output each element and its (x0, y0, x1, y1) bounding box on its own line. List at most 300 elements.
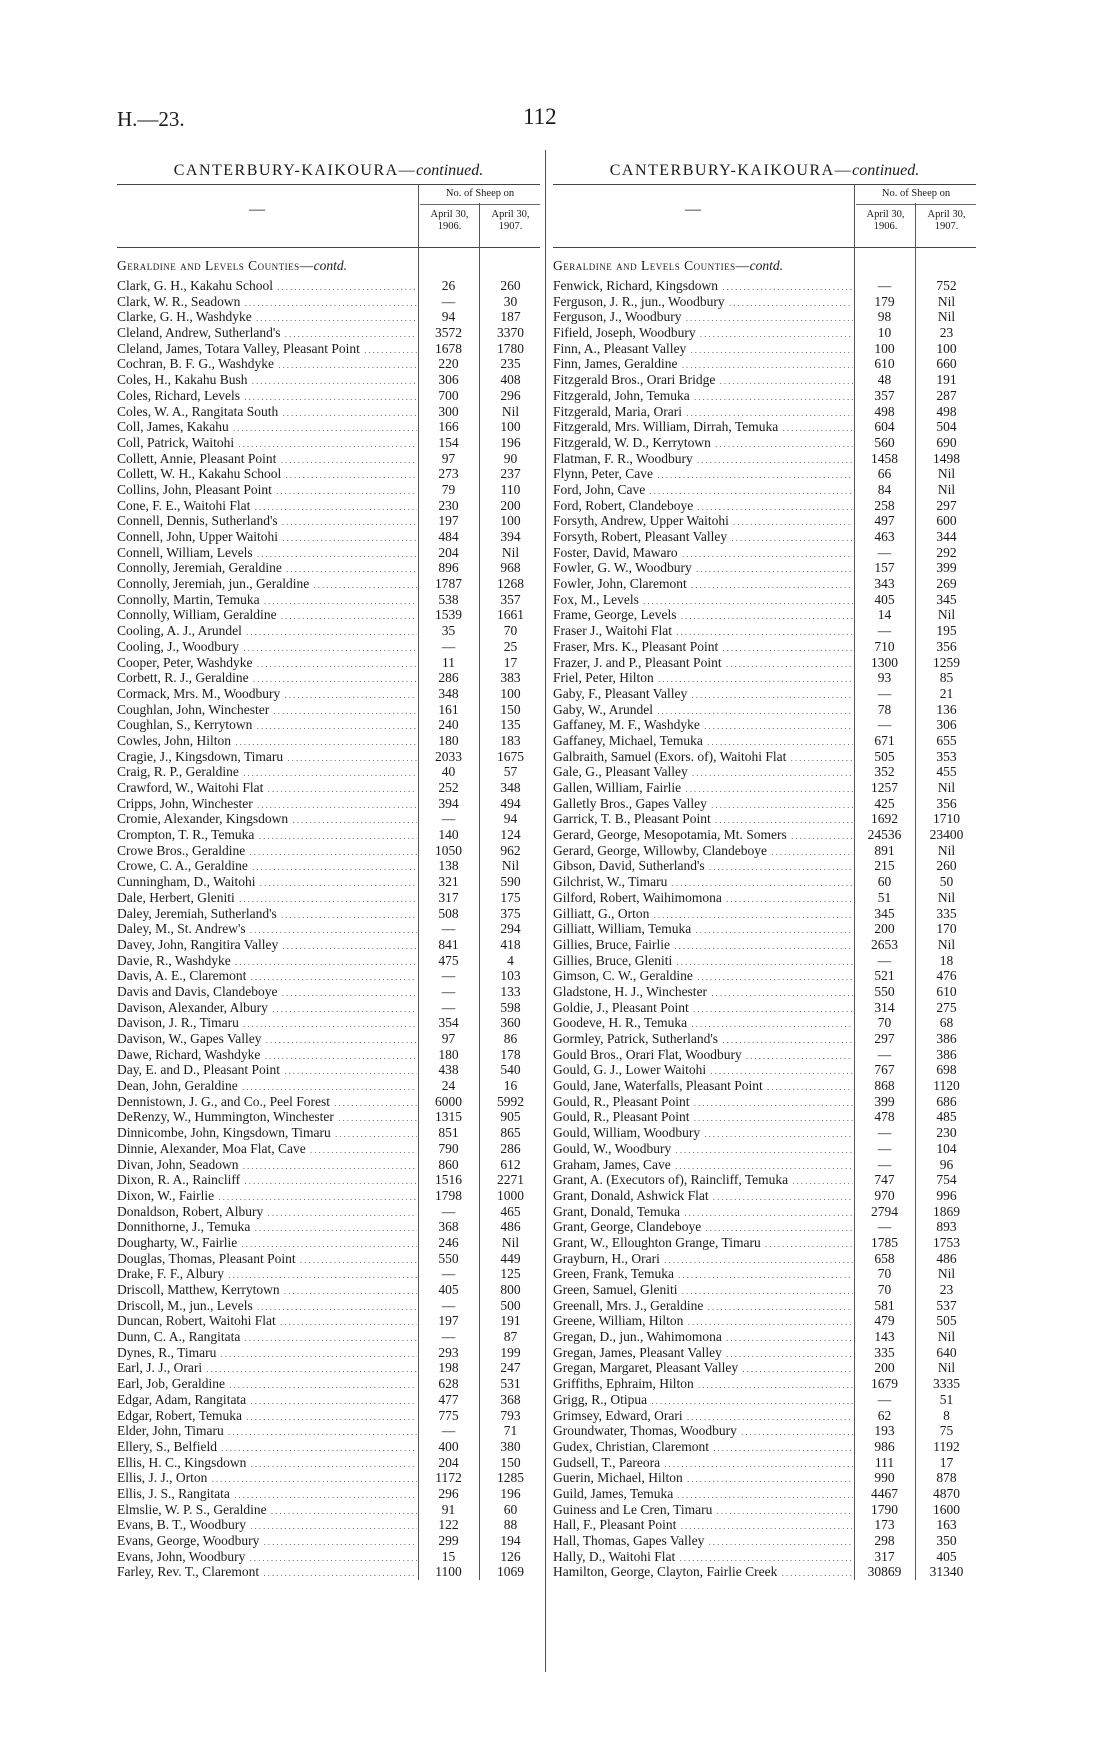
sheep-1906: 475 (420, 953, 477, 969)
table-row (553, 953, 976, 969)
table-row (117, 592, 540, 608)
table-row (117, 858, 540, 874)
sheep-1906: 11 (420, 655, 477, 671)
table-row (117, 639, 540, 655)
table-row (117, 325, 540, 341)
table-header (117, 184, 540, 248)
sheep-1907: Nil (917, 482, 976, 498)
table-row (117, 1125, 540, 1141)
table-row (117, 874, 540, 890)
sheep-1907: Nil (917, 1360, 976, 1376)
table-row (117, 498, 540, 514)
table-row (117, 466, 540, 482)
table-row (553, 1517, 976, 1533)
sheep-1907: 237 (481, 466, 540, 482)
sheep-1907: 640 (917, 1345, 976, 1361)
sheep-1907: 375 (481, 906, 540, 922)
sheep-1907: 1120 (917, 1078, 976, 1094)
sheep-1906: 990 (856, 1470, 913, 1486)
sheep-1906: 240 (420, 717, 477, 733)
sheep-1907: 752 (917, 278, 976, 294)
table-row (553, 1360, 976, 1376)
table-row (553, 968, 976, 984)
sheep-1907: 292 (917, 545, 976, 561)
sheep-1907: 85 (917, 670, 976, 686)
sheep-1907: Nil (917, 294, 976, 310)
holder-name: Greenall, Mrs. J., Geraldine ..... (553, 1298, 853, 1316)
sheep-1907: 191 (481, 1313, 540, 1329)
sheep-1907: 94 (481, 811, 540, 827)
holder-name: Coughlan, John, Winchester ..... (117, 702, 417, 720)
sheep-1907: 893 (917, 1219, 976, 1235)
sheep-1906: 352 (856, 764, 913, 780)
table-row (553, 780, 976, 796)
sheep-1907: Nil (481, 858, 540, 874)
sheep-1907: 865 (481, 1125, 540, 1141)
holder-name: Grant, Donald, Temuka ..... (553, 1204, 853, 1222)
sheep-1906: 48 (856, 372, 913, 388)
holder-name: Dougharty, W., Fairlie ..... (117, 1235, 417, 1253)
holder-name: Ellis, J. S., Rangitata ..... (117, 1486, 417, 1504)
holder-name: Fox, M., Levels ..... (553, 592, 853, 610)
sheep-1907: 104 (917, 1141, 976, 1157)
table-row (117, 1188, 540, 1204)
sheep-1906: — (420, 811, 477, 827)
sheep-1907: 297 (917, 498, 976, 514)
table-row (117, 811, 540, 827)
sheep-1907: 754 (917, 1172, 976, 1188)
holder-name: Hall, Thomas, Gapes Valley ..... (553, 1533, 853, 1551)
holder-name: Crowe, C. A., Geraldine ..... (117, 858, 417, 876)
sheep-1906: 1787 (420, 576, 477, 592)
holder-name: Guild, James, Temuka ..... (553, 1486, 853, 1504)
table-row (553, 1251, 976, 1267)
table-row (553, 513, 976, 529)
sheep-1906: 405 (420, 1282, 477, 1298)
holder-name: Gregan, Margaret, Pleasant Valley ..... (553, 1360, 853, 1378)
holder-name: Gilchrist, W., Timaru ..... (553, 874, 853, 892)
sheep-1906: 299 (420, 1533, 477, 1549)
table-row (117, 560, 540, 576)
table-row (117, 655, 540, 671)
sheep-1907: 90 (481, 451, 540, 467)
sheep-1907: 686 (917, 1094, 976, 1110)
table-row (117, 435, 540, 451)
sheep-1907: Nil (917, 466, 976, 482)
table-row (553, 1282, 976, 1298)
sheep-1907: 368 (481, 1392, 540, 1408)
sheep-1907: 133 (481, 984, 540, 1000)
sheep-1907: 17 (481, 655, 540, 671)
holder-name: Friel, Peter, Hilton ..... (553, 670, 853, 688)
table-row (117, 702, 540, 718)
holder-name: Gaby, W., Arundel ..... (553, 702, 853, 720)
holder-name: Douglas, Thomas, Pleasant Point ..... (117, 1251, 417, 1269)
table-row (117, 843, 540, 859)
table-row (553, 686, 976, 702)
table-row (117, 749, 540, 765)
sheep-1906: 100 (856, 341, 913, 357)
holder-name: Gudex, Christian, Claremont ..... (553, 1439, 853, 1457)
holder-name: Elmslie, W. P. S., Geraldine ..... (117, 1502, 417, 1520)
holder-name: Craig, R. P., Geraldine ..... (117, 764, 417, 782)
sheep-1906: 138 (420, 858, 477, 874)
sheep-1907: 537 (917, 1298, 976, 1314)
holder-name: Cromie, Alexander, Kingsdown ..... (117, 811, 417, 829)
table-row (117, 482, 540, 498)
table-row (117, 1360, 540, 1376)
holder-name: Crompton, T. R., Temuka ..... (117, 827, 417, 845)
sheep-1907: 590 (481, 874, 540, 890)
holder-name: Gillies, Bruce, Gleniti ..... (553, 953, 853, 971)
table-row (117, 984, 540, 1000)
holder-name: Ellery, S., Belfield ..... (117, 1439, 417, 1457)
sheep-1906: 293 (420, 1345, 477, 1361)
table-row (117, 717, 540, 733)
sheep-1907: 17 (917, 1455, 976, 1471)
table-row (117, 1235, 540, 1251)
table-row (117, 1031, 540, 1047)
holder-name: Dawe, Richard, Washdyke ..... (117, 1047, 417, 1065)
holder-name: Fitzgerald, W. D., Kerrytown ..... (553, 435, 853, 453)
sheep-1906: 348 (420, 686, 477, 702)
sheep-1907: 1780 (481, 341, 540, 357)
table-row (553, 717, 976, 733)
sheep-1907: 4 (481, 953, 540, 969)
sheep-1906: — (856, 717, 913, 733)
holder-name: Dynes, R., Timaru ..... (117, 1345, 417, 1363)
table-row (553, 278, 976, 294)
holder-name: Dixon, R. A., Raincliff ..... (117, 1172, 417, 1190)
holder-name: Gerard, George, Willowby, Clandeboye ..... (553, 843, 853, 861)
sheep-1906: 497 (856, 513, 913, 529)
table-row (117, 1157, 540, 1173)
sheep-1907: 360 (481, 1015, 540, 1031)
sheep-1906: 394 (420, 796, 477, 812)
holder-name: Forsyth, Andrew, Upper Waitohi ..... (553, 513, 853, 531)
sheep-1906: 1539 (420, 607, 477, 623)
holder-name: Goldie, J., Pleasant Point ..... (553, 1000, 853, 1018)
holder-name: Dinnicombe, John, Kingsdown, Timaru ..... (117, 1125, 417, 1143)
sheep-1906: 297 (856, 1031, 913, 1047)
holder-name: Gerard, George, Mesopotamia, Mt. Somers ..... (553, 827, 853, 845)
table-row (553, 1031, 976, 1047)
sheep-1907: 1600 (917, 1502, 976, 1518)
holder-name: Daley, Jeremiah, Sutherland's ..... (117, 906, 417, 924)
sheep-1906: 321 (420, 874, 477, 890)
sheep-1907: 136 (917, 702, 976, 718)
sheep-1906: — (856, 1125, 913, 1141)
sheep-1907: 1069 (481, 1564, 540, 1580)
table-row (117, 1219, 540, 1235)
sheep-1906: — (856, 545, 913, 561)
holder-name: Collett, W. H., Kakahu School ..... (117, 466, 417, 484)
holder-name: Flatman, F. R., Woodbury ..... (553, 451, 853, 469)
table-row (117, 1078, 540, 1094)
sheep-1906: 30869 (856, 1564, 913, 1580)
sheep-1906: 220 (420, 356, 477, 372)
sheep-1907: 194 (481, 1533, 540, 1549)
table-row (117, 1298, 540, 1314)
table-row (117, 733, 540, 749)
holder-name: Cooper, Peter, Washdyke ..... (117, 655, 417, 673)
sheep-1907: Nil (917, 937, 976, 953)
sheep-1906: 477 (420, 1392, 477, 1408)
sheep-1907: 100 (481, 419, 540, 435)
sheep-1907: Nil (917, 780, 976, 796)
table-row (553, 576, 976, 592)
table-row (117, 356, 540, 372)
table-row (117, 623, 540, 639)
table-row (117, 1251, 540, 1267)
holder-name: Davis and Davis, Clandeboye ..... (117, 984, 417, 1002)
table-row (117, 1094, 540, 1110)
sheep-1907: 408 (481, 372, 540, 388)
table-body (553, 278, 976, 1580)
sheep-1906: 252 (420, 780, 477, 796)
sheep-1907: 405 (917, 1549, 976, 1565)
holder-name: Ford, Robert, Clandeboye ..... (553, 498, 853, 516)
table-row (553, 1204, 976, 1220)
table-header (553, 184, 976, 248)
holder-name: Gladstone, H. J., Winchester ..... (553, 984, 853, 1002)
table-row (553, 843, 976, 859)
sheep-1906: 66 (856, 466, 913, 482)
holder-name: Cleland, James, Totara Valley, Pleasant Point ..... (117, 341, 417, 359)
holder-name: Gimson, C. W., Geraldine ..... (553, 968, 853, 986)
table-row (117, 1015, 540, 1031)
holder-name: Driscoll, Matthew, Kerrytown ..... (117, 1282, 417, 1300)
sheep-1906: 354 (420, 1015, 477, 1031)
sheep-1906: 97 (420, 1031, 477, 1047)
holder-name: Grimsey, Edward, Orari ..... (553, 1408, 853, 1426)
column-header-1907: April 30, 1907. (491, 209, 530, 232)
sheep-1907: 100 (481, 513, 540, 529)
table-row (117, 1533, 540, 1549)
sheep-1906: 1257 (856, 780, 913, 796)
sheep-1906: 550 (420, 1251, 477, 1267)
sheep-1906: 343 (856, 576, 913, 592)
sheep-1906: 505 (856, 749, 913, 765)
sheep-1906: 197 (420, 513, 477, 529)
sheep-1906: 1100 (420, 1564, 477, 1580)
sheep-1906: 200 (856, 1360, 913, 1376)
sheep-1907: 50 (917, 874, 976, 890)
sheep-1907: 1000 (481, 1188, 540, 1204)
sheep-1907: 386 (917, 1047, 976, 1063)
sheep-1906: — (420, 1329, 477, 1345)
table-row (553, 294, 976, 310)
sheep-1907: 660 (917, 356, 976, 372)
holder-name: Finn, James, Geraldine ..... (553, 356, 853, 374)
sheep-1906: 610 (856, 356, 913, 372)
table-row (117, 968, 540, 984)
holder-name: Davison, Alexander, Albury ..... (117, 1000, 417, 1018)
sheep-1907: 1661 (481, 607, 540, 623)
sheep-1907: 356 (917, 796, 976, 812)
sheep-1906: — (420, 639, 477, 655)
holder-name: Cripps, John, Winchester ..... (117, 796, 417, 814)
sheep-1907: 3335 (917, 1376, 976, 1392)
holder-name: Evans, B. T., Woodbury ..... (117, 1517, 417, 1535)
sheep-1906: 860 (420, 1157, 477, 1173)
table-row (117, 1109, 540, 1125)
holder-name: Guerin, Michael, Hilton ..... (553, 1470, 853, 1488)
sheep-1906: — (420, 1423, 477, 1439)
sheep-1906: 24 (420, 1078, 477, 1094)
holder-name: Garrick, T. B., Pleasant Point ..... (553, 811, 853, 829)
table-row (553, 529, 976, 545)
sheep-1907: 196 (481, 1486, 540, 1502)
table-row (117, 576, 540, 592)
holder-name: Cooling, A. J., Arundel ..... (117, 623, 417, 641)
sheep-1907: 23400 (917, 827, 976, 843)
holder-name: Elder, John, Timaru ..... (117, 1423, 417, 1441)
holder-name: Cochran, B. F. G., Washdyke ..... (117, 356, 417, 374)
table-row (117, 906, 540, 922)
sheep-1907: 505 (917, 1313, 976, 1329)
holder-name: Gould, G. J., Lower Waitohi ..... (553, 1062, 853, 1080)
holder-name: Connolly, Jeremiah, jun., Geraldine ..... (117, 576, 417, 594)
holder-name: Galletly Bros., Gapes Valley ..... (553, 796, 853, 814)
sheep-1907: 86 (481, 1031, 540, 1047)
sheep-1906: 314 (856, 1000, 913, 1016)
sheep-1907: 690 (917, 435, 976, 451)
sheep-1907: 23 (917, 1282, 976, 1298)
table-row (117, 890, 540, 906)
holder-name: Edgar, Adam, Rangitata ..... (117, 1392, 417, 1410)
holder-name: Greene, William, Hilton ..... (553, 1313, 853, 1331)
table-row (553, 921, 976, 937)
table-body (117, 278, 540, 1580)
table-row (117, 309, 540, 325)
holder-name: Gregan, D., jun., Wahimomona ..... (553, 1329, 853, 1347)
sheep-1906: 2653 (856, 937, 913, 953)
column-header-1906: April 30, 1906. (430, 209, 469, 232)
table-row (553, 874, 976, 890)
sheep-1906: 1050 (420, 843, 477, 859)
table-row (553, 1141, 976, 1157)
table-row (117, 1141, 540, 1157)
holder-name: Dixon, W., Fairlie ..... (117, 1188, 417, 1206)
sheep-1907: 1268 (481, 576, 540, 592)
sheep-1906: 200 (856, 921, 913, 937)
table-row (117, 953, 540, 969)
section-heading: Geraldine and Levels Counties—contd. (117, 258, 347, 273)
sheep-1907: 25 (481, 639, 540, 655)
column-divider (479, 203, 480, 1580)
sheep-1906: 143 (856, 1329, 913, 1345)
holder-name: Connolly, Martin, Temuka ..... (117, 592, 417, 610)
table-row (117, 529, 540, 545)
sheep-1907: 70 (481, 623, 540, 639)
sheep-1907: 124 (481, 827, 540, 843)
holder-name: Earl, Job, Geraldine ..... (117, 1376, 417, 1394)
name-column-header: — (685, 201, 701, 218)
table-row (553, 937, 976, 953)
sheep-1907: 110 (481, 482, 540, 498)
sheep-1907: 600 (917, 513, 976, 529)
sheep-1906: 161 (420, 702, 477, 718)
sheep-1907: 195 (917, 623, 976, 639)
sheep-1906: 868 (856, 1078, 913, 1094)
sheep-1906: 317 (856, 1549, 913, 1565)
table-row (117, 607, 540, 623)
table-row (117, 780, 540, 796)
sheep-1907: 962 (481, 843, 540, 859)
sheep-1907: 504 (917, 419, 976, 435)
sheep-1906: 60 (856, 874, 913, 890)
table-row (117, 1564, 540, 1580)
holder-name: Gaby, F., Pleasant Valley ..... (553, 686, 853, 704)
holder-name: Fitzgerald, Mrs. William, Dirrah, Temuka ..... (553, 419, 853, 437)
sheep-1906: 173 (856, 1517, 913, 1533)
table-row (117, 827, 540, 843)
sheep-1906: 400 (420, 1439, 477, 1455)
sheep-1907: 287 (917, 388, 976, 404)
sheep-1907: 135 (481, 717, 540, 733)
holder-name: Cormack, Mrs. M., Woodbury ..... (117, 686, 417, 704)
document-reference: H.—23. (117, 107, 185, 131)
holder-name: Drake, F. F., Albury ..... (117, 1266, 417, 1284)
sheep-1907: 612 (481, 1157, 540, 1173)
sheep-1906: 79 (420, 482, 477, 498)
holder-name: Frame, George, Levels ..... (553, 607, 853, 625)
sheep-1907: 88 (481, 1517, 540, 1533)
holder-name: Coles, H., Kakahu Bush ..... (117, 372, 417, 390)
table-row (553, 592, 976, 608)
table-row (117, 1204, 540, 1220)
table-row (553, 827, 976, 843)
sheep-1906: 40 (420, 764, 477, 780)
sheep-1907: 170 (917, 921, 976, 937)
table-row (553, 623, 976, 639)
table-row (117, 1486, 540, 1502)
column-title: CANTERBURY-KAIKOURA—continued. (609, 162, 920, 179)
holder-name: Evans, John, Woodbury ..... (117, 1549, 417, 1567)
sheep-1907: Nil (917, 890, 976, 906)
table-row (553, 404, 976, 420)
table-row (117, 1502, 540, 1518)
holder-name: Foster, David, Mawaro ..... (553, 545, 853, 563)
table-row (553, 466, 976, 482)
sheep-1907: 230 (917, 1125, 976, 1141)
holder-name: Divan, John, Seadown ..... (117, 1157, 417, 1175)
sheep-1907: 71 (481, 1423, 540, 1439)
holder-name: Donnithorne, J., Temuka ..... (117, 1219, 417, 1237)
table-row (553, 1172, 976, 1188)
sheep-1907: 905 (481, 1109, 540, 1125)
sheep-1907: 494 (481, 796, 540, 812)
left-column (117, 158, 540, 1580)
sheep-1906: — (420, 1000, 477, 1016)
sheep-1907: 126 (481, 1549, 540, 1565)
sheep-1907: 296 (481, 388, 540, 404)
sheep-1906: 425 (856, 796, 913, 812)
sheep-1906: 258 (856, 498, 913, 514)
sheep-1907: 163 (917, 1517, 976, 1533)
sheep-1907: 87 (481, 1329, 540, 1345)
sheep-1906: 747 (856, 1172, 913, 1188)
holder-name: Ford, John, Cave ..... (553, 482, 853, 500)
sheep-1906: 24536 (856, 827, 913, 843)
sheep-1906: — (856, 1219, 913, 1235)
holder-name: Grigg, R., Otipua ..... (553, 1392, 853, 1410)
table-row (553, 1078, 976, 1094)
sheep-1907: 345 (917, 592, 976, 608)
sheep-1907: 353 (917, 749, 976, 765)
table-row (117, 1345, 540, 1361)
